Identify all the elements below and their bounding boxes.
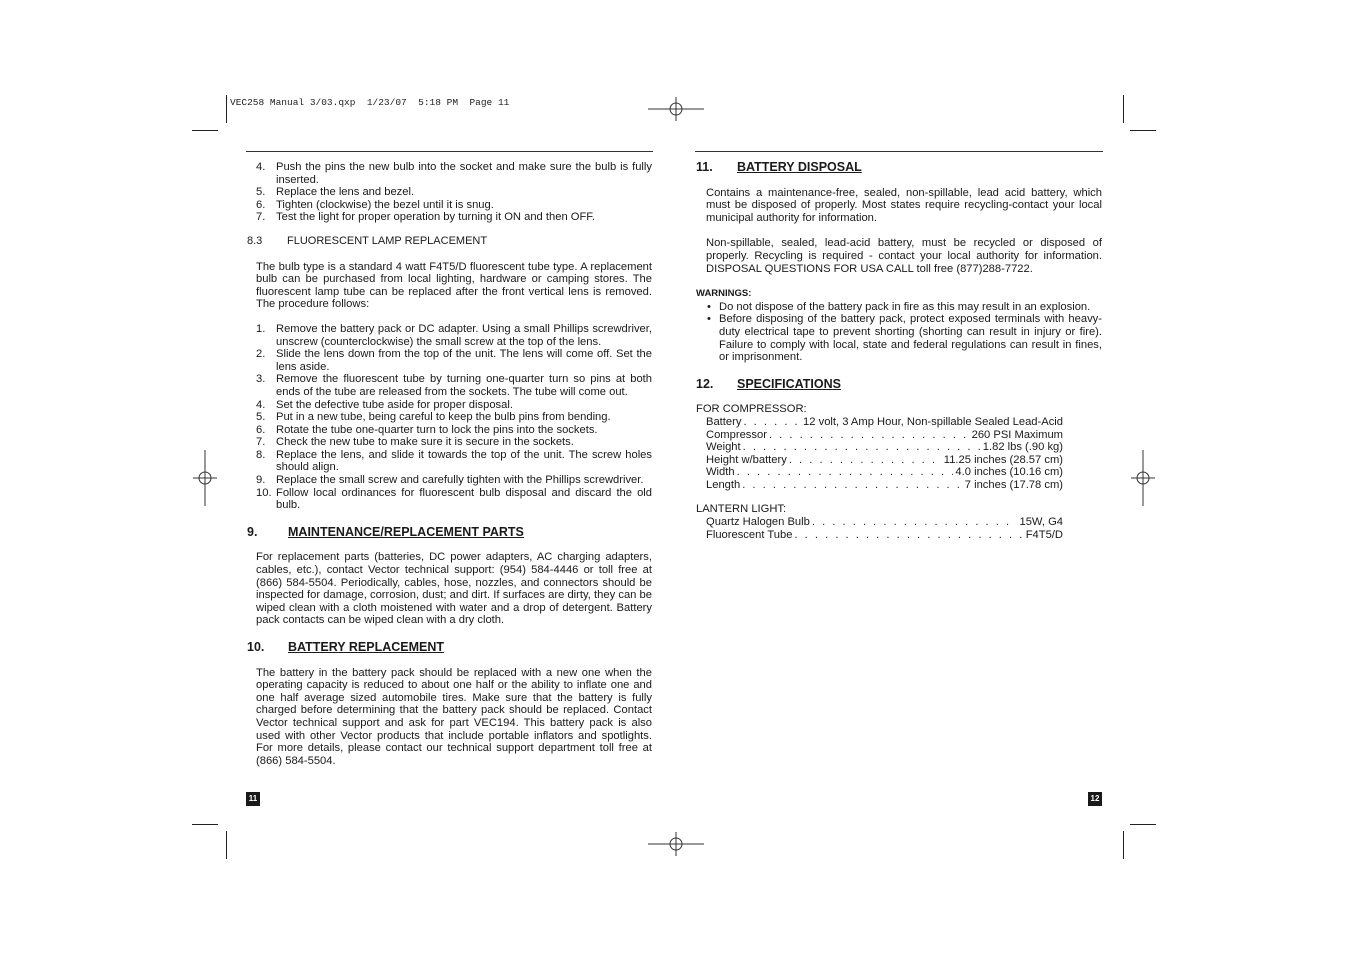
list-item: 7. Test the light for proper operation by turning it ON and then OFF. xyxy=(256,211,596,224)
list-item: 6. Rotate the tube one-quarter turn to lock the pins into the sockets. xyxy=(256,423,598,436)
list-item: 1. Remove the battery pack or DC adapter. Using a small Phillips screwdriver, unscrew (counterclockwise) the small screw at the top of the lens. xyxy=(256,322,652,348)
list-item: • Before disposing of the battery pack, protect exposed terminals with heavy-duty electrical tape to prevent shorting (shorting can result in injury or fire). Failure to comply with local, state and federal regulations can result in fines, or imprisonment. xyxy=(707,313,1102,364)
registration-mark-top xyxy=(648,97,704,121)
disposal-paragraph-1: Contains a maintenance-free, sealed, non-spillable, lead acid battery, which must be disposed of properly. Most states require recycling-contact your local municipal authority for information. xyxy=(706,186,1102,224)
compressor-specs xyxy=(706,416,1102,492)
right-page-rule xyxy=(695,151,1103,152)
list-item: 9. Replace the small screw and carefully tighten with the Phillips screwdriver. xyxy=(256,474,644,487)
spec-row: Width . . . 4.0 inches (10.16 cm) xyxy=(706,466,1063,479)
right-page xyxy=(696,161,1102,541)
list-item: 2. Slide the lens down from the top of the unit. The lens will come off. Set the lens aside. xyxy=(256,348,652,373)
registration-mark-bottom xyxy=(648,832,704,856)
spec-row: Weight . . . 1.82 lbs (.90 kg) xyxy=(706,441,1063,454)
page-number-right: 12 xyxy=(1088,792,1102,806)
list-item: 5. Replace the lens and bezel. xyxy=(256,186,415,199)
battery-replacement-body: The battery in the battery pack should be replaced with a new one when the operating capacity is reduced to about one half or the ability to inflate one and one half average sized automobile tires. Make sure that the battery is fully charged before determining that the battery pack should be replaced. Contact Vector technical support and ask for part VEC194. This battery pack is also used with other Vector products that include portable inflators and spotlights. For more details, please contact our technical support department toll free at (866) 584-5504. xyxy=(256,666,652,767)
list-item: 5. Put in a new tube, being careful to keep the bulb pins from bending. xyxy=(256,411,611,424)
file-slug: VEC258 Manual 3/03.qxp 1/23/07 5:18 PM Page 11 xyxy=(230,97,510,108)
list-item: 8. Replace the lens, and slide it towards the top of the unit. The screw holes should align. xyxy=(256,448,652,474)
section-heading-specifications: 12. SPECIFICATIONS xyxy=(696,376,841,391)
section-heading-maintenance: 9. MAINTENANCE/REPLACEMENT PARTS xyxy=(247,524,524,539)
list-item: 10. Follow local ordinances for fluorescent bulb disposal and discard the old bulb. xyxy=(256,486,652,512)
spec-row: Battery . . . 12 volt, 3 Amp Hour, Non-spillable Sealed Lead-Acid xyxy=(706,416,1063,429)
registration-mark-right xyxy=(1131,450,1155,506)
list-item: 4. Set the defective tube aside for proper disposal. xyxy=(256,398,513,411)
disposal-paragraph-2: Non-spillable, sealed, lead-acid battery, must be recycled or disposed of properly. Recycling is required - contact your local authority for information. DISPOSAL QUESTIONS FOR USA CALL toll free (877)288-7722. xyxy=(706,237,1102,275)
spec-row: Fluorescent Tube . . . F4T5/D xyxy=(706,529,1063,542)
bulb-steps-list xyxy=(256,161,652,224)
lantern-specs xyxy=(706,516,1102,541)
left-page xyxy=(247,161,652,767)
list-item: 3. Remove the fluorescent tube by turning one-quarter turn so pins at both ends of the tube are released from the sockets. The tube will come out. xyxy=(256,373,652,398)
spec-row: Length . . . 7 inches (17.78 cm) xyxy=(706,479,1063,492)
list-item: • Do not dispose of the battery pack in fire as this may result in an explosion. xyxy=(707,300,1091,313)
left-page-rule xyxy=(246,151,653,152)
bullet-icon: • xyxy=(707,313,711,326)
list-item: 4. Push the pins the new bulb into the socket and make sure the bulb is fully inserted. xyxy=(256,161,652,186)
lantern-heading: LANTERN LIGHT: xyxy=(696,503,787,516)
page-number-left: 11 xyxy=(246,792,260,806)
compressor-heading: FOR COMPRESSOR: xyxy=(696,403,807,416)
fluorescent-intro: The bulb type is a standard 4 watt F4T5/D fluorescent tube type. A replacement bulb can be purchased from local lighting, hardware or camping stores. The fluorescent lamp tube can be replaced after the front vertical lens is removed. The procedure follows: xyxy=(256,260,652,311)
subsection-heading: 8.3 FLUORESCENT LAMP REPLACEMENT xyxy=(247,234,488,247)
fluorescent-steps-list xyxy=(256,323,652,512)
spec-row: Compressor . . . 260 PSI Maximum xyxy=(706,429,1063,442)
list-item: 7. Check the new tube to make sure it is secure in the sockets. xyxy=(256,436,574,449)
warnings-list xyxy=(703,301,1102,364)
warnings-heading: WARNINGS: xyxy=(696,288,752,300)
list-item: 6. Tighten (clockwise) the bezel until it is snug. xyxy=(256,198,494,211)
section-heading-battery-disposal: 11. BATTERY DISPOSAL xyxy=(696,160,862,174)
bullet-icon: • xyxy=(707,300,711,313)
spec-row: Height w/battery . . . 11.25 inches (28.57 cm) xyxy=(706,454,1063,467)
maintenance-body: For replacement parts (batteries, DC power adapters, AC charging adapters, cables, etc.), contact Vector technical support: (954) 584-4446 or toll free at (866) 584-5504. Periodically, cables, hose, nozzles, and connectors should be inspected for damage, corrosion, dust; and dirt. If surfaces are dirty, they can be wiped clean with a cloth moistened with water and a drop of detergent. Battery pack contacts can be wiped clean with a dry cloth. xyxy=(256,551,652,627)
section-heading-battery-replacement: 10. BATTERY REPLACEMENT xyxy=(247,640,445,654)
spec-row: Quartz Halogen Bulb . . . 15W, G4 xyxy=(706,516,1063,529)
registration-mark-left xyxy=(193,450,217,506)
